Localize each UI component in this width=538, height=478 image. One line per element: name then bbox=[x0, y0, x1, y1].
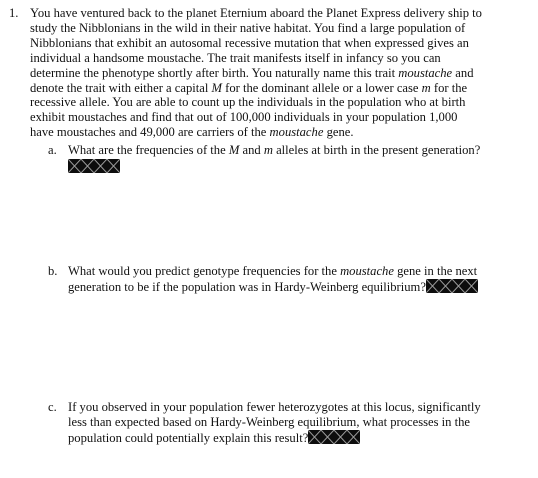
subquestion-c-label: c. bbox=[48, 400, 57, 414]
question-line-9: have moustaches and 49,000 are carriers of the moustache gene. bbox=[30, 125, 354, 140]
question-line-8: exhibit moustaches and find that out of 100,000 individuals in your population 1,000 bbox=[30, 110, 458, 125]
italic-moustache: moustache bbox=[398, 65, 453, 80]
subquestion-a-label: a. bbox=[48, 143, 57, 157]
question-line-4: individual a handsome moustache. The trait manifests itself in infancy so you can bbox=[30, 50, 441, 65]
redaction-box-a bbox=[68, 159, 120, 173]
italic-m: m bbox=[421, 80, 431, 95]
question-body bbox=[30, 6, 530, 140]
question-number: 1. bbox=[9, 6, 19, 20]
subquestion-a-text: What are the frequencies of the M and m alleles at birth in the present generation? bbox=[68, 143, 518, 173]
redaction-box-c bbox=[308, 430, 360, 444]
subquestion-b-text: What would you predict genotype frequencies for the moustache gene in the next generation to be if the population was in Hardy-Weinberg equilibrium? bbox=[68, 264, 478, 294]
italic-moustache-gene: moustache bbox=[269, 125, 324, 140]
question-line-1: You have ventured back to the planet Eternium aboard the Planet Express delivery ship to bbox=[30, 6, 482, 20]
subquestion-b-label: b. bbox=[48, 264, 58, 278]
question-line-3: Nibblonians that exhibit an autosomal recessive mutation that when expressed gives an bbox=[30, 35, 469, 50]
redaction-box-b bbox=[426, 279, 478, 293]
subquestion-c-text: If you observed in your population fewer heterozygotes at this locus, significantly less than expected based on Hardy-Weinberg equilibrium, what processes in the population could potentially explain this result? bbox=[68, 400, 481, 445]
question-line-5: determine the phenotype shortly after birth. You naturally name this trait moustache and bbox=[30, 65, 474, 80]
question-line-6: denote the trait with either a capital M for the dominant allele or a lower case m for the bbox=[30, 80, 468, 95]
italic-M: M bbox=[211, 80, 222, 95]
question-line-7: recessive allele. You are able to count up the individuals in the population who at birth bbox=[30, 95, 466, 110]
question-line-2: study the Nibblonians in the wild in their native habitat. You find a large population of bbox=[30, 20, 466, 35]
